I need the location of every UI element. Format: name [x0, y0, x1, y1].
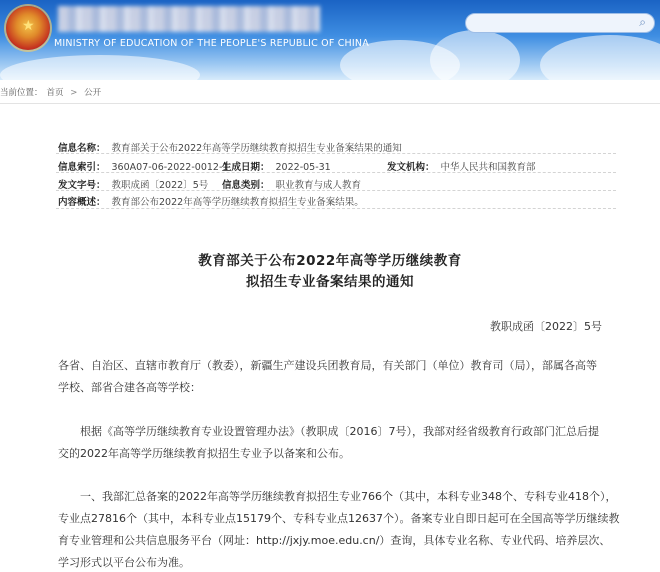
info-name-value: 教育部关于公布2022年高等学历继续教育拟招生专业备案结果的通知	[111, 143, 402, 154]
paragraph-line: 交的2022年高等学历继续教育拟招生专业予以备案和公布。	[58, 447, 350, 460]
search-input[interactable]	[465, 13, 655, 33]
paragraph-line: 育专业管理和公共信息服务平台（网址：http://jxjy.moe.edu.cn/）查询，具体专业名称、专业代码、培养层次、	[58, 534, 611, 547]
paragraph-line: 学校、部省合建各高等学校：	[58, 381, 201, 394]
paragraph-salutation	[58, 355, 618, 399]
paragraph-line: 一、我部汇总备案的2022年高等学历继续教育拟招生专业766个（其中，本科专业348个、专科专业418个），	[80, 490, 617, 503]
document-number: 教职成函〔2022〕5号	[490, 320, 602, 333]
info-row-date	[222, 159, 331, 173]
breadcrumb-current[interactable]: 公开	[84, 88, 102, 98]
breadcrumb-prefix: 当前位置：	[0, 88, 43, 98]
info-divider	[56, 172, 616, 173]
info-summary-value: 教育部公布2022年高等学历继续教育拟招生专业备案结果。	[111, 197, 364, 208]
info-index-value: 360A07-06-2022-0012-1	[111, 162, 229, 173]
info-category-label: 信息类别：	[222, 180, 270, 191]
info-issuer-value: 中华人民共和国教育部	[440, 162, 536, 173]
info-summary-label: 内容概述：	[58, 197, 106, 208]
info-row-docno	[58, 177, 208, 191]
info-divider	[56, 190, 616, 191]
info-issuer-label: 发文机构：	[387, 162, 435, 173]
info-name-label: 信息名称：	[58, 143, 106, 154]
breadcrumb-separator: >	[70, 88, 78, 98]
info-row-name	[58, 140, 402, 154]
paragraph-line: 学习形式以平台公布为准。	[58, 556, 190, 569]
site-header-banner	[0, 0, 660, 80]
info-divider	[56, 208, 616, 209]
ministry-name-english: MINISTRY OF EDUCATION OF THE PEOPLE'S REPUBLIC OF CHINA	[54, 38, 369, 49]
breadcrumb	[0, 84, 660, 102]
breadcrumb-home-link[interactable]: 首页	[46, 88, 64, 98]
info-docno-label: 发文字号：	[58, 180, 106, 191]
header-divider	[0, 103, 660, 104]
paragraph-line: 各省、自治区、直辖市教育厅（教委），新疆生产建设兵团教育局，有关部门（单位）教育司（局），部属各高等	[58, 359, 597, 372]
info-docno-value: 教职成函〔2022〕5号	[111, 180, 209, 191]
info-row-summary	[58, 194, 364, 208]
paragraph-basis	[58, 421, 618, 465]
search-icon[interactable]: ⌕	[639, 15, 646, 29]
paragraph-line: 根据《高等学历继续教育专业设置管理办法》（教职成〔2016〕7号），我部对经省级教育行政部门汇总后提	[80, 425, 599, 438]
ministry-name-blurred	[58, 6, 320, 32]
national-emblem-icon[interactable]: ★	[6, 6, 50, 50]
info-row-issuer	[387, 159, 536, 173]
paragraph-item-one	[58, 486, 618, 572]
info-date-label: 生成日期：	[222, 162, 270, 173]
info-category-value: 职业教育与成人教育	[275, 180, 362, 191]
info-index-label: 信息索引：	[58, 162, 106, 173]
info-divider	[56, 153, 616, 154]
paragraph-line: 专业点27816个（其中，本科专业点15179个、专科专业点12637个）。备案专业自即日起可在全国高等学历继续教	[58, 512, 620, 525]
document-title-line-2: 拟招生专业备案结果的通知	[246, 274, 414, 290]
info-row-category	[222, 177, 361, 191]
info-row-index	[58, 159, 228, 173]
info-date-value: 2022-05-31	[275, 162, 331, 173]
document-title-line-1: 教育部关于公布2022年高等学历继续教育	[198, 253, 462, 269]
